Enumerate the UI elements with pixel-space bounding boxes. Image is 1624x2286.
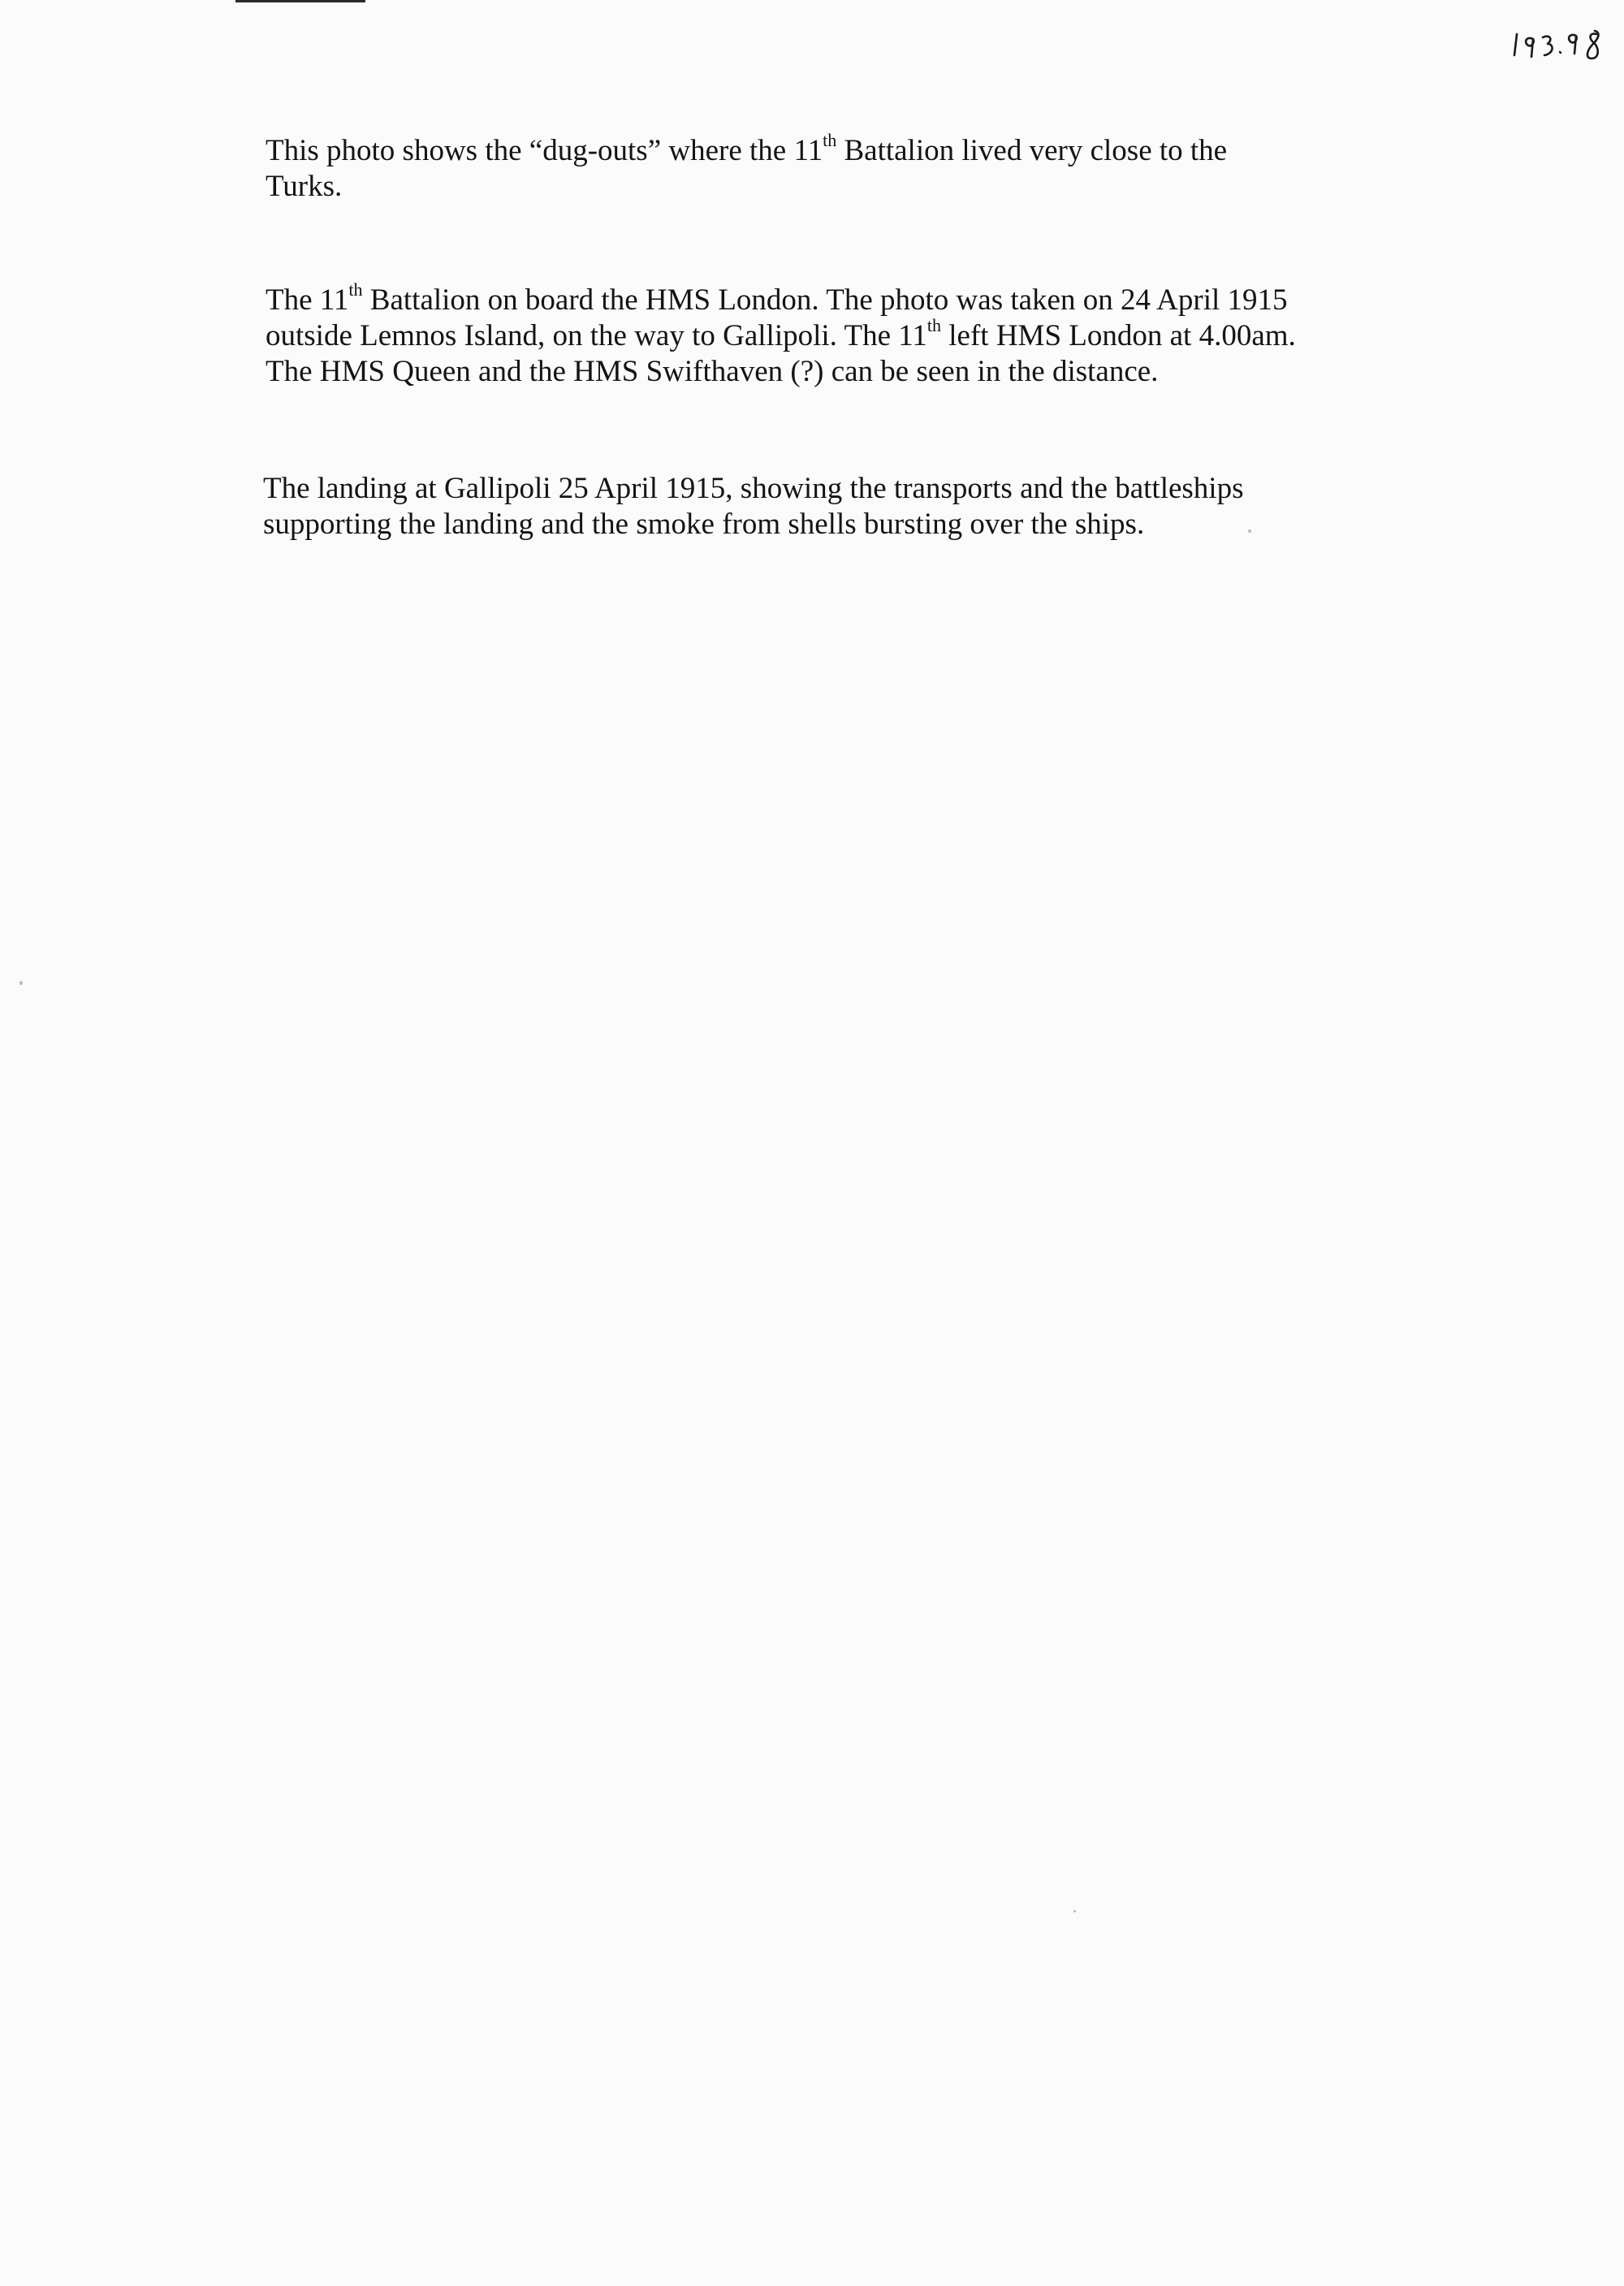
handwritten-catalogue-number-glyphs <box>1509 11 1614 68</box>
caption-line: Turks. <box>266 170 343 203</box>
caption-line: The landing at Gallipoli 25 April 1915, showing the transports and the battleships <box>263 472 1244 505</box>
handwritten-catalogue-number <box>1509 11 1614 68</box>
scan-speck <box>1073 1910 1076 1912</box>
scan-edge-rule <box>235 0 365 2</box>
scan-speck <box>19 981 23 985</box>
caption-line: outside Lemnos Island, on the way to Gallipoli. The 11th left HMS London at 4.00am. <box>266 314 1296 352</box>
caption-line: The HMS Queen and the HMS Swifthaven (?) can be seen in the distance. <box>266 355 1159 388</box>
caption-line: supporting the landing and the smoke from shells bursting over the ships. <box>263 508 1145 541</box>
caption-hms-london <box>266 279 1427 390</box>
caption-line: This photo shows the “dug-outs” where the 11th Battalion lived very close to the <box>266 129 1228 167</box>
scan-speck <box>1248 529 1251 533</box>
caption-line: The 11th Battalion on board the HMS London. The photo was taken on 24 April 1915 <box>266 279 1288 317</box>
caption-dugouts <box>266 129 1427 205</box>
